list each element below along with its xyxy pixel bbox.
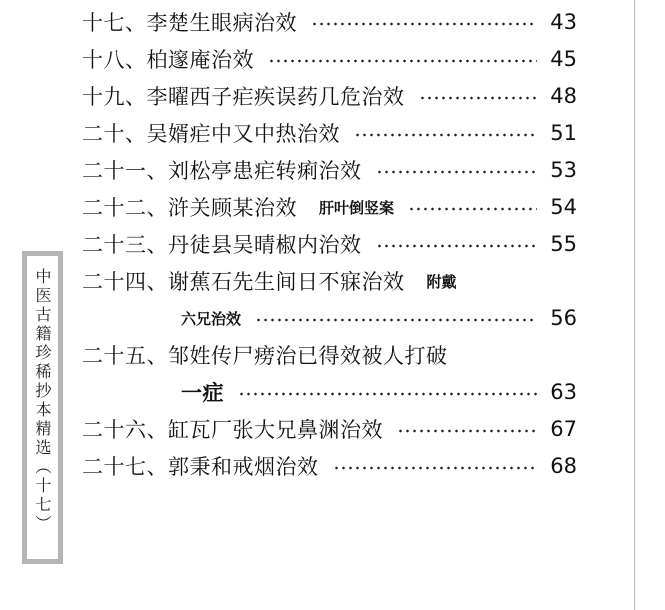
series-title: 中医古籍珍稀抄本精选（十七） [33,268,52,534]
toc-entry-continuation[interactable] [181,303,577,333]
page-number: 48 [550,84,577,108]
dot-leader [376,244,538,248]
page-number: 56 [550,306,577,330]
page-number: 68 [550,454,577,478]
page-number: 51 [550,121,577,145]
entry-title: 二十二、浒关顾某治效 [82,196,297,220]
toc-entry[interactable] [82,192,577,222]
toc-entry[interactable] [82,451,577,481]
toc-entry-continuation[interactable] [181,377,577,407]
page-number: 67 [550,417,577,441]
entry-continuation: 六兄治效 [181,309,242,328]
entry-note: 肝叶倒竖案 [319,198,395,217]
dot-leader [354,133,537,137]
page-number: 43 [550,10,577,34]
dot-leader [419,96,538,100]
dot-leader [397,429,537,433]
toc-entry[interactable] [82,340,577,370]
entry-title: 十七、李楚生眼病治效 [82,11,297,35]
entry-title: 十九、李曜西子疟疾误药几危治效 [82,85,405,109]
dot-leader [376,170,538,174]
dot-leader [408,207,537,211]
entry-title: 二十一、刘松亭患疟转痢治效 [82,159,362,183]
entry-title: 二十七、郭秉和戒烟治效 [82,455,319,479]
entry-title: 二十三、丹徒县吴晴椒内治效 [82,233,362,257]
toc-entry[interactable] [82,155,577,185]
entry-title: 二十、吴婿疟中又中热治效 [82,122,340,146]
toc-entry[interactable] [82,44,577,74]
entry-title: 二十四、谢蕉石先生间日不寐治效 [82,270,405,294]
entry-title: 二十五、邹姓传尸痨治已得效被人打破 [82,344,448,368]
entry-continuation: 一症 [181,381,224,405]
page-number: 55 [550,232,577,256]
dot-leader [268,59,537,63]
toc-entry[interactable] [82,266,577,296]
toc-entry[interactable] [82,7,577,37]
toc-entry[interactable] [82,81,577,111]
page-number: 54 [550,195,577,219]
toc-entry[interactable] [82,118,577,148]
entry-note: 附戴 [426,272,457,291]
series-title-box [22,251,63,564]
page-number: 45 [550,47,577,71]
dot-leader [333,466,538,470]
entry-title: 十八、柏邃庵治效 [82,48,254,72]
entry-title: 二十六、缸瓦厂张大兄鼻渊治效 [82,418,383,442]
dot-leader [255,318,537,322]
page-number: 53 [550,158,577,182]
toc-entry[interactable] [82,414,577,444]
page-number: 63 [550,380,577,404]
toc-entry[interactable] [82,229,577,259]
dot-leader [311,22,537,26]
dot-leader [238,392,537,396]
